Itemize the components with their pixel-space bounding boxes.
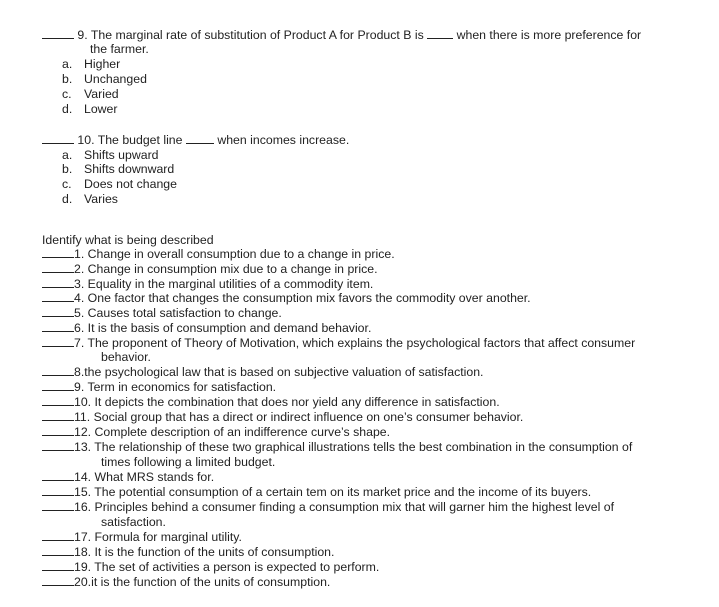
answer-blank[interactable]: [42, 471, 74, 481]
item-text: 9. Term in economics for satisfaction.: [74, 380, 277, 394]
identify-item: [42, 306, 282, 321]
item-text: 16. Principles behind a consumer finding a consumption mix that will garner him the highest level of: [74, 500, 614, 514]
q9-option-c[interactable]: [62, 87, 119, 102]
answer-blank[interactable]: [42, 396, 74, 406]
option-letter: c.: [62, 177, 72, 191]
answer-blank[interactable]: [42, 307, 74, 317]
option-text: Lower: [84, 102, 118, 116]
q9-option-d[interactable]: [62, 102, 118, 117]
option-text: Unchanged: [84, 72, 147, 86]
answer-blank[interactable]: [42, 337, 74, 347]
item-text: 3. Equality in the marginal utilities of a commodity item.: [74, 277, 374, 291]
q10-option-d[interactable]: [62, 192, 118, 207]
identify-item: [42, 485, 591, 500]
option-text: Varies: [84, 192, 118, 206]
answer-blank[interactable]: [42, 426, 74, 436]
identify-item: [42, 277, 373, 292]
inline-blank[interactable]: [186, 134, 214, 144]
q10-text-end: when incomes increase.: [217, 133, 350, 147]
answer-blank[interactable]: [42, 561, 74, 571]
item-continuation: behavior.: [101, 350, 151, 364]
item-text: 4. One factor that changes the consumption mix favors the commodity over another.: [74, 291, 531, 305]
identify-item: [42, 440, 632, 455]
identify-item: [42, 530, 242, 545]
identify-item: [42, 410, 523, 425]
identify-item: [42, 291, 531, 306]
option-text: Varied: [84, 87, 119, 101]
identify-item: [42, 336, 635, 351]
identify-item: [42, 262, 378, 277]
option-text: Shifts upward: [84, 148, 159, 162]
answer-blank[interactable]: [42, 292, 74, 302]
identify-item: [42, 560, 379, 575]
option-letter: a.: [62, 148, 73, 162]
option-text: Shifts downward: [84, 162, 175, 176]
item-continuation: times following a limited budget.: [101, 455, 276, 469]
identify-item: [42, 470, 214, 485]
item-text: 1. Change in overall consumption due to a change in price.: [74, 247, 395, 261]
answer-blank[interactable]: [42, 366, 74, 376]
item-text: 17. Formula for marginal utility.: [74, 530, 242, 544]
option-letter: c.: [62, 87, 72, 101]
answer-blank[interactable]: [42, 29, 74, 39]
answer-blank[interactable]: [42, 322, 74, 332]
option-text: Does not change: [84, 177, 177, 191]
item-text: 6. It is the basis of consumption and demand behavior.: [74, 321, 372, 335]
option-letter: b.: [62, 162, 73, 176]
item-continuation: satisfaction.: [101, 515, 166, 529]
answer-blank[interactable]: [42, 501, 74, 511]
identify-item: [42, 365, 483, 380]
answer-blank[interactable]: [42, 381, 74, 391]
identify-item: [42, 247, 395, 262]
identify-item: [42, 395, 500, 410]
answer-blank[interactable]: [42, 263, 74, 273]
q9-stem: [42, 28, 641, 43]
item-text: 14. What MRS stands for.: [74, 470, 215, 484]
option-letter: d.: [62, 192, 73, 206]
q10-text: 10. The budget line: [77, 133, 186, 147]
identify-item: [42, 321, 371, 336]
answer-blank[interactable]: [42, 134, 74, 144]
answer-blank[interactable]: [42, 441, 74, 451]
q10-option-c[interactable]: [62, 177, 177, 192]
option-letter: d.: [62, 102, 73, 116]
item-text: 20.it is the function of the units of consumption.: [74, 575, 331, 589]
item-text: 8.the psychological law that is based on subjective valuation of satisfaction.: [74, 365, 484, 379]
identify-item: [42, 500, 614, 515]
item-text: 15. The potential consumption of a certain tem on its market price and the income of its buyers.: [74, 485, 592, 499]
q9-stem-cont: the farmer.: [90, 42, 149, 56]
item-text: 13. The relationship of these two graphical illustrations tells the best combination in the consumption of: [74, 440, 633, 454]
section-heading: Identify what is being described: [42, 233, 214, 247]
answer-blank[interactable]: [42, 576, 74, 586]
inline-blank[interactable]: [427, 29, 453, 39]
answer-blank[interactable]: [42, 248, 74, 258]
q9-text: 9. The marginal rate of substitution of Product A for Product B is: [77, 28, 428, 42]
q10-option-a[interactable]: [62, 148, 159, 163]
item-text: 10. It depicts the combination that does nor yield any difference in satisfaction.: [74, 395, 500, 409]
item-text: 18. It is the function of the units of consumption.: [74, 545, 335, 559]
item-text: 11. Social group that has a direct or indirect influence on one’s consumer behavior.: [74, 410, 524, 424]
answer-blank[interactable]: [42, 278, 74, 288]
identify-item: [42, 545, 334, 560]
option-letter: b.: [62, 72, 73, 86]
q9-option-b[interactable]: [62, 72, 147, 87]
identify-item: [42, 575, 330, 590]
identify-item: [42, 380, 276, 395]
q9-text-end: when there is more preference for: [456, 28, 642, 42]
item-text: 7. The proponent of Theory of Motivation, which explains the psychological factors that affect consumer: [74, 336, 636, 350]
option-letter: a.: [62, 57, 73, 71]
option-text: Higher: [84, 57, 121, 71]
item-text: 5. Causes total satisfaction to change.: [74, 306, 282, 320]
answer-blank[interactable]: [42, 486, 74, 496]
item-text: 12. Complete description of an indifference curve’s shape.: [74, 425, 391, 439]
answer-blank[interactable]: [42, 411, 74, 421]
identify-item: [42, 425, 390, 440]
q10-stem: [42, 133, 349, 148]
q9-option-a[interactable]: [62, 57, 120, 72]
answer-blank[interactable]: [42, 531, 74, 541]
item-text: 19. The set of activities a person is expected to perform.: [74, 560, 380, 574]
item-text: 2. Change in consumption mix due to a change in price.: [74, 262, 378, 276]
answer-blank[interactable]: [42, 546, 74, 556]
q10-option-b[interactable]: [62, 162, 174, 177]
